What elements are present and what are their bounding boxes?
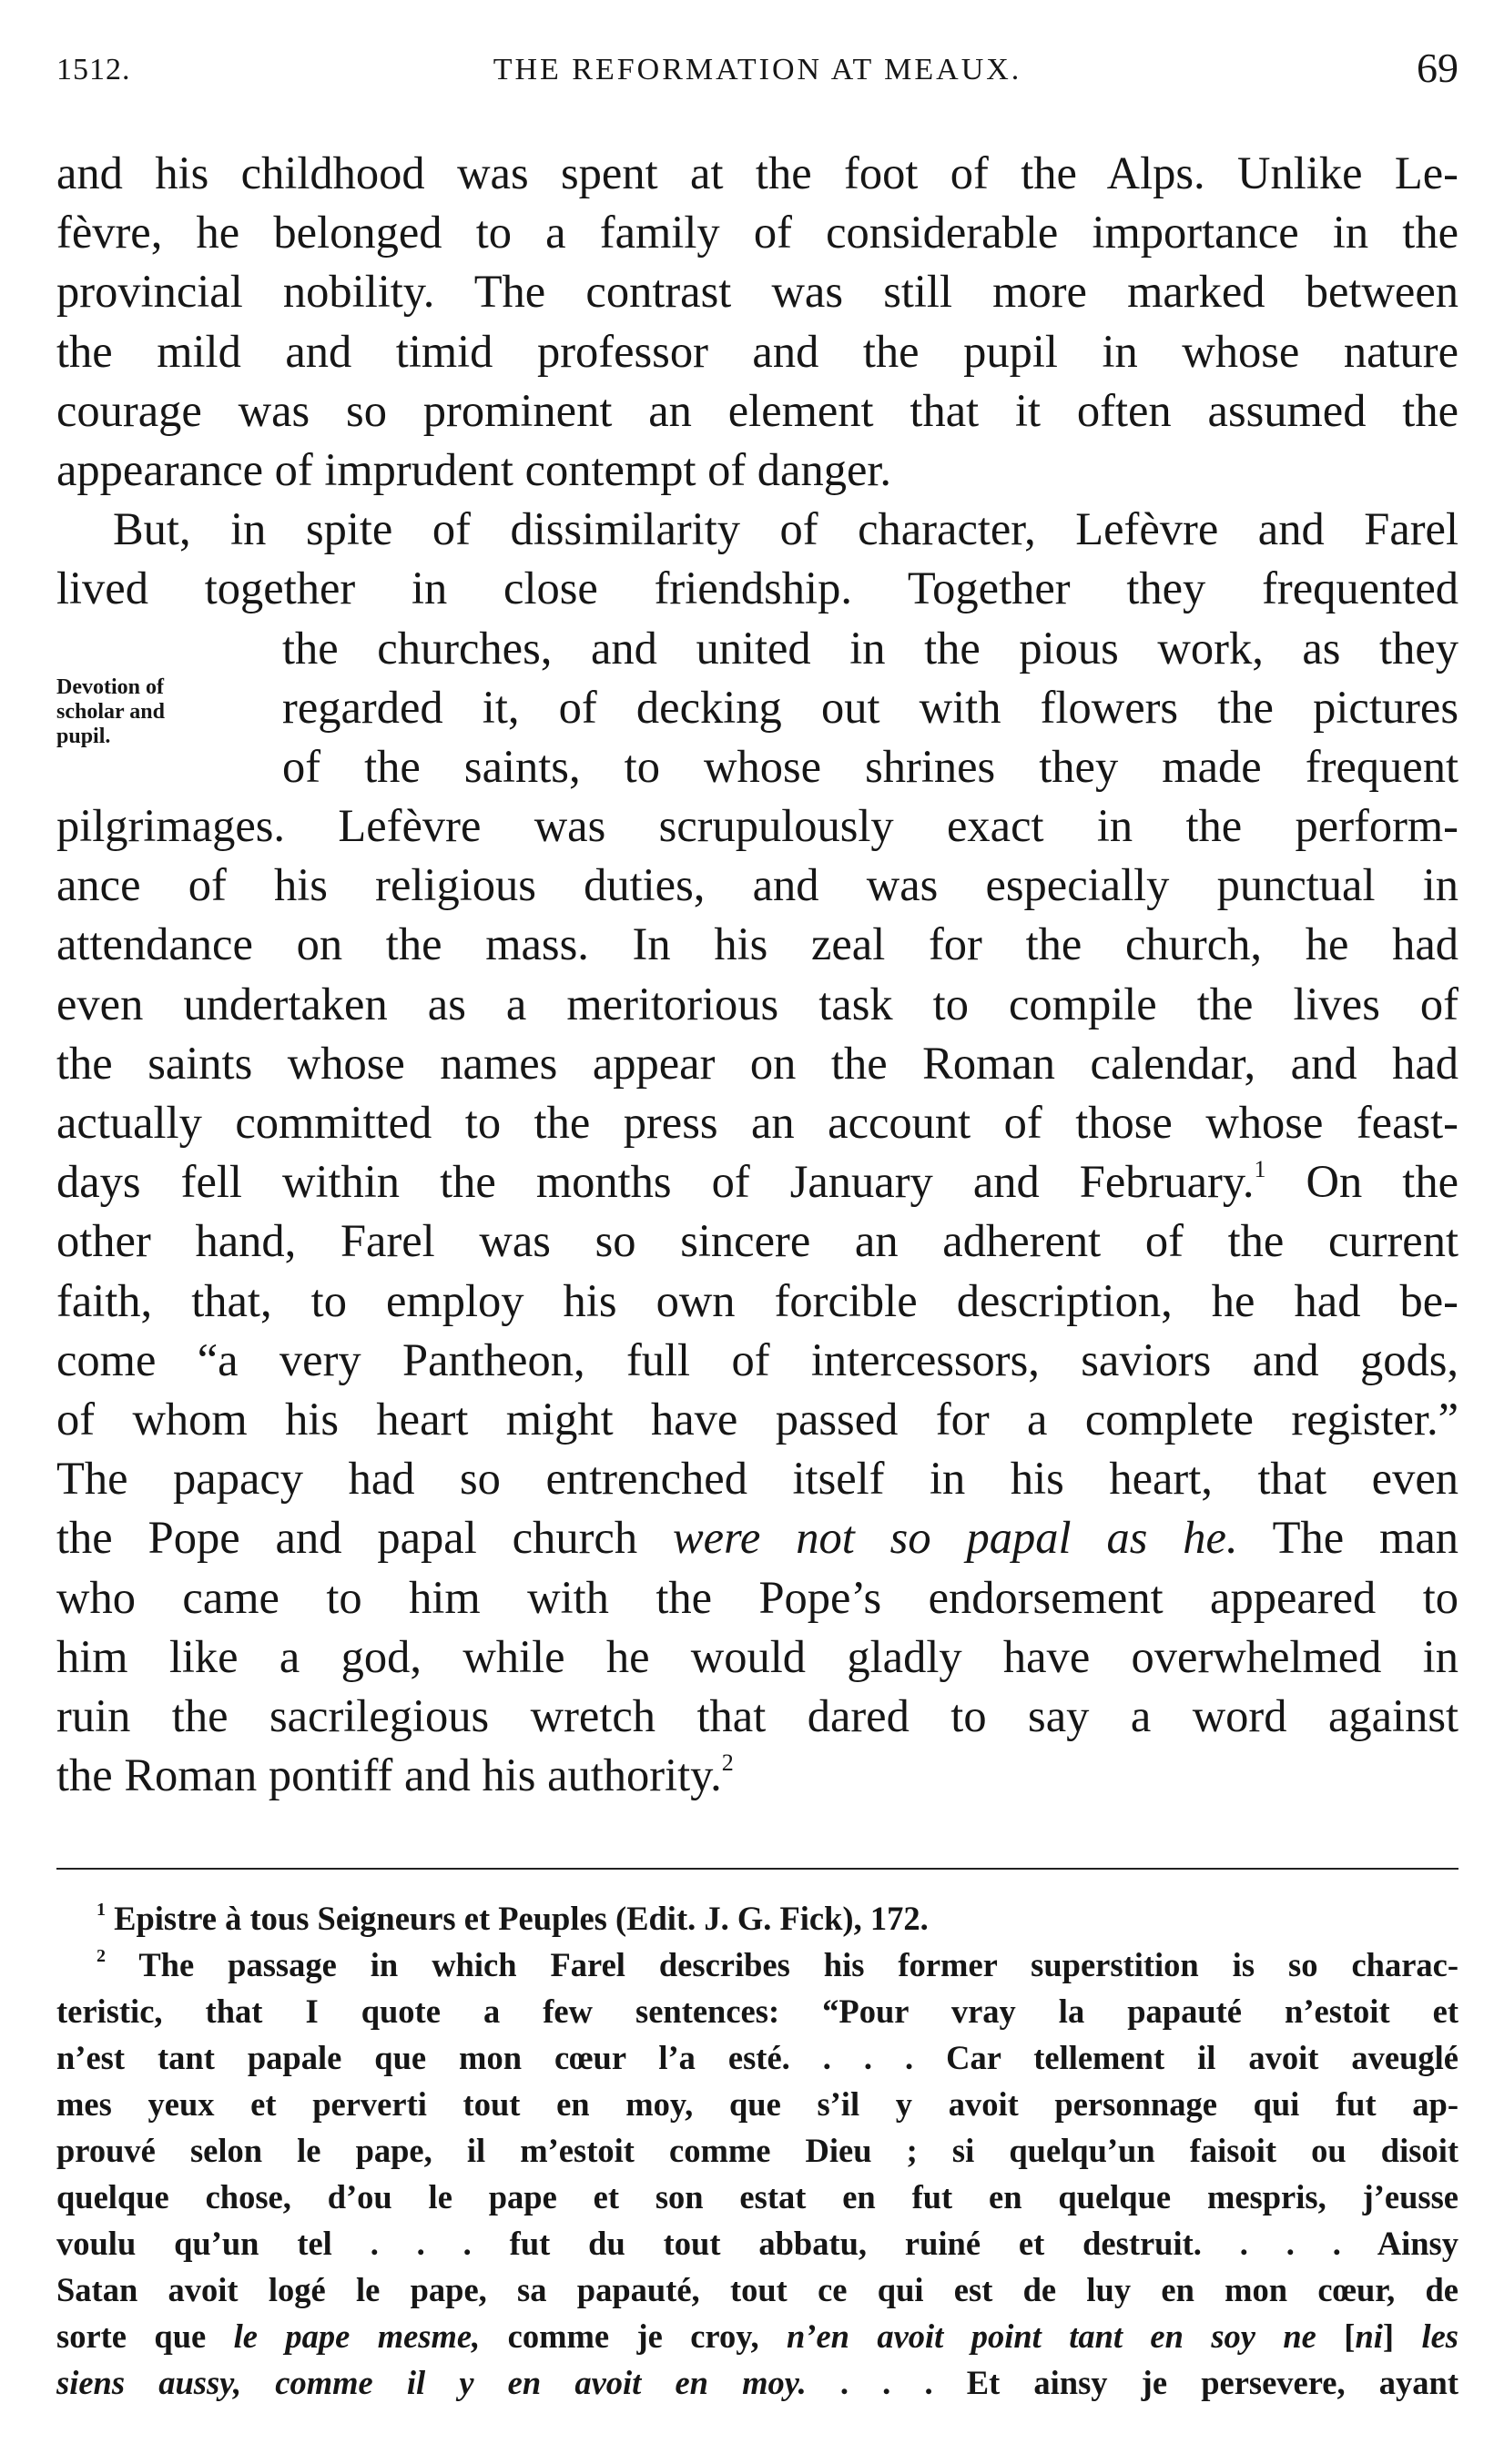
text-line: and his childhood was spent at the foot of the Alps. Unlike Le- bbox=[56, 147, 1458, 198]
footnote-2-line: Satan avoit logé le pape, sa papauté, tout ce qui est de luy en mon cœur, de bbox=[56, 2271, 1458, 2308]
header-year: 1512. bbox=[56, 53, 131, 86]
footnote-2-line: quelque chose, d’ou le pape et son estat en fut en quelque mespris, j’eusse bbox=[56, 2178, 1458, 2216]
italic-phrase: les bbox=[1421, 2317, 1459, 2355]
line-segment: ] bbox=[1382, 2317, 1422, 2355]
text-line bbox=[56, 1508, 1458, 1567]
line-segment: sorte que bbox=[56, 2317, 234, 2355]
footnote-ref-1: 1 bbox=[1254, 1156, 1266, 1183]
text-line: even undertaken as a meritorious task to compile the lives of bbox=[56, 978, 1458, 1029]
italic-phrase: siens aussy, comme il y en avoit en moy. bbox=[56, 2364, 807, 2401]
text-line: the churches, and united in the pious work, as they bbox=[282, 622, 1458, 674]
footnote-divider bbox=[56, 1868, 1458, 1870]
text-line: who came to him with the Pope’s endorsement appeared to bbox=[56, 1571, 1458, 1623]
footnote-text: Epistre à tous Seigneurs et Peuples (Edit. J. G. Fick), 172. bbox=[114, 1900, 929, 1937]
line-segment: The man bbox=[1237, 1512, 1458, 1564]
line-segment: [ bbox=[1316, 2317, 1356, 2355]
line-segment: the Roman pontiff and his authority. bbox=[56, 1749, 722, 1801]
text-line: actually committed to the press an account of those whose feast- bbox=[56, 1097, 1458, 1148]
text-line: faith, that, to employ his own forcible description, he had be- bbox=[56, 1274, 1458, 1326]
text-line: the mild and timid professor and the pupil in whose nature bbox=[56, 325, 1458, 377]
footnote-1 bbox=[56, 1895, 1458, 1942]
text-line: of the saints, to whose shrines they made frequent bbox=[282, 740, 1458, 792]
italic-phrase: were not so papal as he. bbox=[673, 1512, 1238, 1564]
footnote-text: The passage in which Farel describes his former superstition is so charac- bbox=[138, 1946, 1458, 1983]
text-line: attendance on the mass. In his zeal for the church, he had bbox=[56, 918, 1458, 970]
text-line: ruin the sacrilegious wretch that dared to say a word against bbox=[56, 1689, 1458, 1741]
italic-phrase: ni bbox=[1355, 2317, 1383, 2355]
footnote-ref-2: 2 bbox=[721, 1749, 734, 1777]
marginal-note-line: pupil. bbox=[56, 725, 111, 748]
footnotes bbox=[56, 1895, 1458, 2406]
footnote-2-line: n’est tant papale que mon cœur l’a esté. . . . Car tellement il avoit aveuglé bbox=[56, 2039, 1458, 2076]
text-line: regarded it, of decking out with flowers the pictures bbox=[282, 681, 1458, 733]
line-segment: days fell within the months of January and February. bbox=[56, 1156, 1255, 1208]
text-line: The papacy had so entrenched itself in his heart, that even bbox=[56, 1453, 1458, 1505]
marginal-note-line: scholar and bbox=[56, 700, 165, 724]
footnote-2-line: mes yeux et perverti tout en moy, que s’il y avoit personnage qui fut ap- bbox=[56, 2085, 1458, 2123]
line-segment: the Pope and papal church bbox=[56, 1512, 673, 1564]
text-line bbox=[56, 1152, 1458, 1212]
line-segment: comme je croy, bbox=[480, 2317, 787, 2355]
text-line: the saints whose names appear on the Roman calendar, and had bbox=[56, 1037, 1458, 1089]
text-line: But, in spite of dissimilarity of character, Lefèvre and Farel bbox=[113, 503, 1458, 555]
main-text bbox=[56, 144, 1458, 1805]
footnote-2-line bbox=[56, 2313, 1458, 2359]
text-line bbox=[56, 1746, 1458, 1805]
text-line: fèvre, he belonged to a family of considerable importance in the bbox=[56, 207, 1458, 259]
footnote-2-line: voulu qu’un tel . . . fut du tout abbatu, ruiné et destruit. . . . Ainsy bbox=[56, 2225, 1458, 2262]
italic-phrase: n’en avoit point tant en soy ne bbox=[786, 2317, 1316, 2355]
footnote-2-line bbox=[56, 1942, 1458, 1988]
footnote-2-line: teristic, that I quote a few sentences: “Pour vray la papauté n’estoit et bbox=[56, 1992, 1458, 2030]
text-line: of whom his heart might have passed for a complete register.” bbox=[56, 1393, 1458, 1445]
footnote-2-line: prouvé selon le pape, il m’estoit comme Dieu ; si quelqu’un faisoit ou disoit bbox=[56, 2132, 1458, 2169]
line-segment: On the bbox=[1306, 1156, 1458, 1208]
text-line: other hand, Farel was so sincere an adherent of the current bbox=[56, 1215, 1458, 1267]
header-title: THE REFORMATION AT MEAUX. bbox=[493, 53, 1022, 86]
page-number: 69 bbox=[1417, 45, 1458, 91]
marginal-note-line: Devotion of bbox=[56, 675, 164, 699]
footnote-marker: 2 bbox=[97, 1946, 106, 1966]
text-line: come “a very Pantheon, full of intercessors, saviors and gods, bbox=[56, 1333, 1458, 1385]
footnote-2-line bbox=[56, 2359, 1458, 2406]
text-line: pilgrimages. Lefèvre was scrupulously exact in the perform- bbox=[56, 800, 1458, 852]
text-line: courage was so prominent an element that it often assumed the bbox=[56, 384, 1458, 436]
text-line: him like a god, while he would gladly have overwhelmed in bbox=[56, 1630, 1458, 1682]
line-segment: . . . Et ainsy je persevere, ayant bbox=[806, 2364, 1458, 2401]
text-line: appearance of imprudent contempt of danger. bbox=[56, 443, 892, 495]
italic-phrase: le pape mesme, bbox=[233, 2317, 481, 2355]
text-line: lived together in close friendship. Together they frequented bbox=[56, 563, 1458, 614]
text-line: provincial nobility. The contrast was still more marked between bbox=[56, 266, 1458, 318]
running-header bbox=[56, 44, 1458, 98]
footnote-marker: 1 bbox=[97, 1900, 106, 1920]
text-line: ance of his religious duties, and was especially punctual in bbox=[56, 859, 1458, 911]
